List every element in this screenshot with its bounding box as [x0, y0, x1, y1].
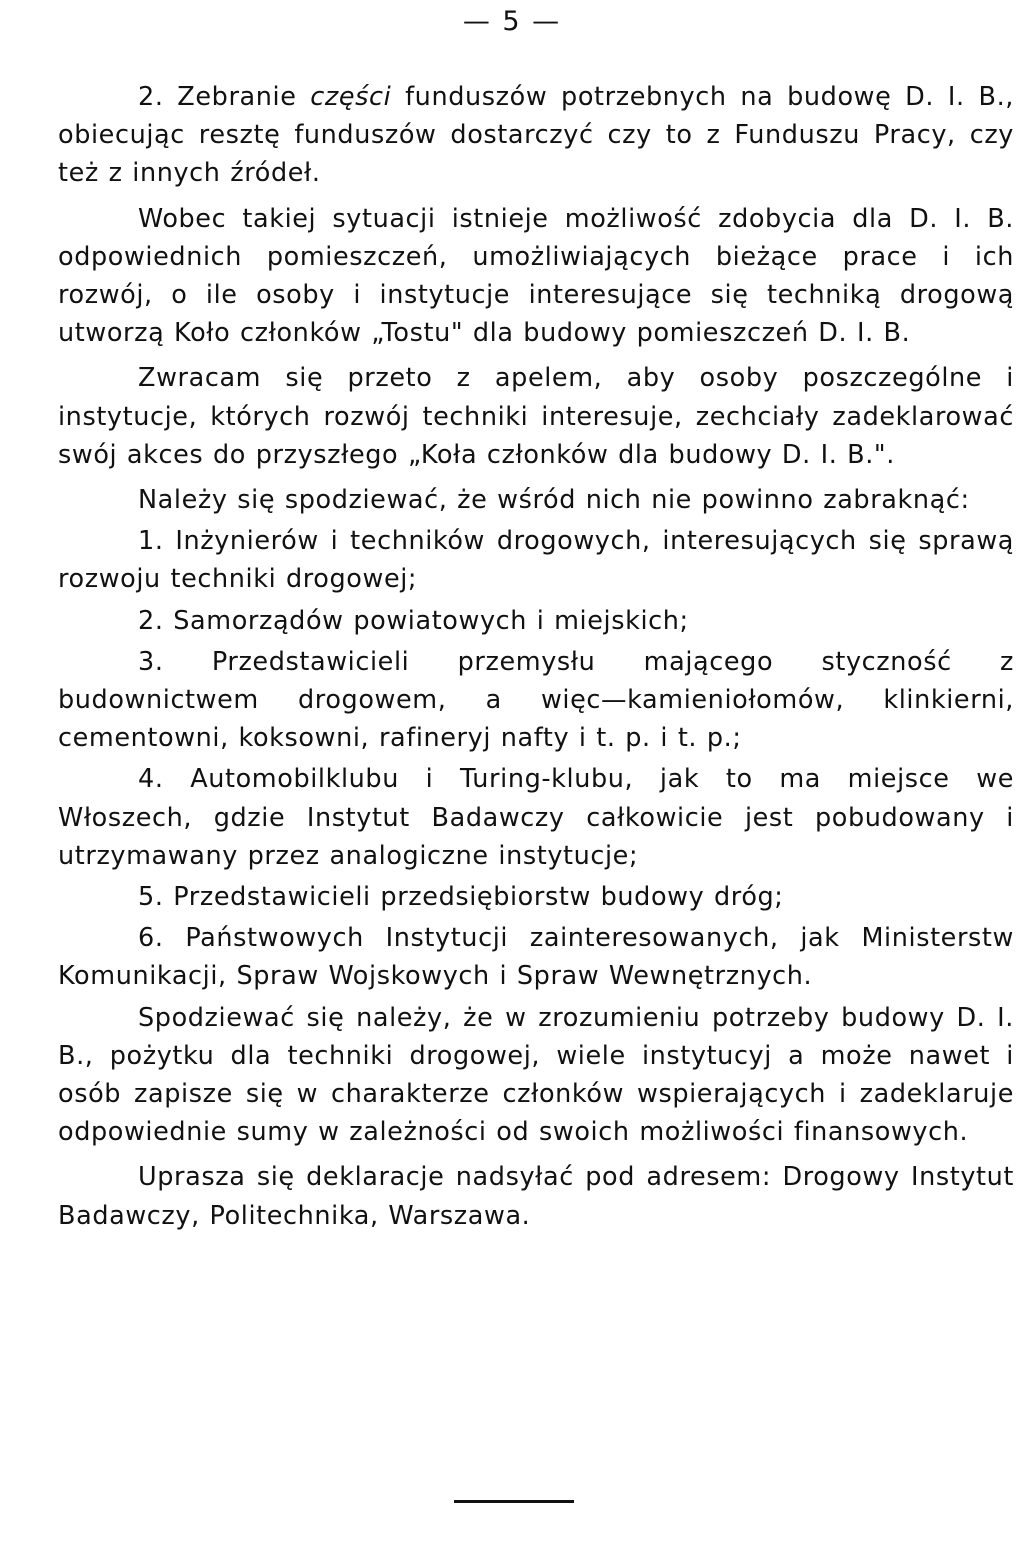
paragraph-situation: Wobec takiej sytuacji istnieje możliwość zdobycia dla D. I. B. odpowiednich pomieszczeń, umożliwiających bieżące prace i ich rozwój, o ile osoby i instytucje interesujące się techniką drogową utworzą Koło członków „Tostu" dla budowy pomieszczeń D. I. B. — [58, 203, 1014, 349]
list-item: 1. Inżynierów i techników drogowych, interesujących się sprawą rozwoju techniki drogowej; — [58, 526, 1014, 595]
list-item: 4. Automobilklubu i Turing-klubu, jak to ma miejsce we Włoszech, gdzie Instytut Badawczy całkowicie jest pobudowany i utrzymawany przez analogiczne instytucje; — [58, 764, 1014, 871]
document-body — [58, 78, 1014, 1242]
paragraph-address: Uprasza się deklaracje nadsyłać pod adresem: Drogowy Instytut Badawczy, Politechnika, Warszawa. — [58, 1162, 1014, 1231]
end-rule — [454, 1500, 574, 1503]
emphasized-word: części — [310, 82, 392, 112]
list-item: 6. Państwowych Instytucji zainteresowanych, jak Ministerstw Komunikacji, Spraw Wojskowych i Spraw Wewnętrznych. — [58, 923, 1014, 992]
list-item: 5. Przedstawicieli przedsiębiorstw budowy dróg; — [138, 882, 784, 913]
page-number: — 5 — — [462, 6, 562, 37]
paragraph-closing: Spodziewać się należy, że w zrozumieniu potrzeby budowy D. I. B., pożytku dla techniki drogowej, wiele instytucyj a może nawet i osób zapisze się w charakterze członków wspierających i zadeklaruje odpowiednie sumy w zależności od swoich możliwości finansowych. — [58, 1002, 1014, 1148]
paragraph-text: funduszów potrzebnych na budowę D. I. B., obiecując resztę funduszów dostarczyć czy to z Funduszu Pracy, czy też z innych źródeł. — [58, 82, 1014, 189]
paragraph-item-2 — [58, 78, 1014, 193]
paragraph-text: 2. Zebranie — [138, 82, 311, 112]
paragraph-expected-members: Należy się spodziewać, że wśród nich nie powinno zabraknąć: — [138, 485, 970, 516]
list-item: 2. Samorządów powiatowych i miejskich; — [138, 605, 689, 636]
paragraph-appeal: Zwracam się przeto z apelem, aby osoby poszczególne i instytucje, których rozwój techniki interesuje, zechciały zadeklarować swój akces do przyszłego „Koła członków dla budowy D. I. B.". — [58, 363, 1014, 470]
list-item: 3. Przedstawicieli przemysłu mającego styczność z budownictwem drogowem, a więc—kamieniołomów, klinkierni, cementowni, koksowni, rafineryj nafty i t. p. i t. p.; — [58, 646, 1014, 754]
